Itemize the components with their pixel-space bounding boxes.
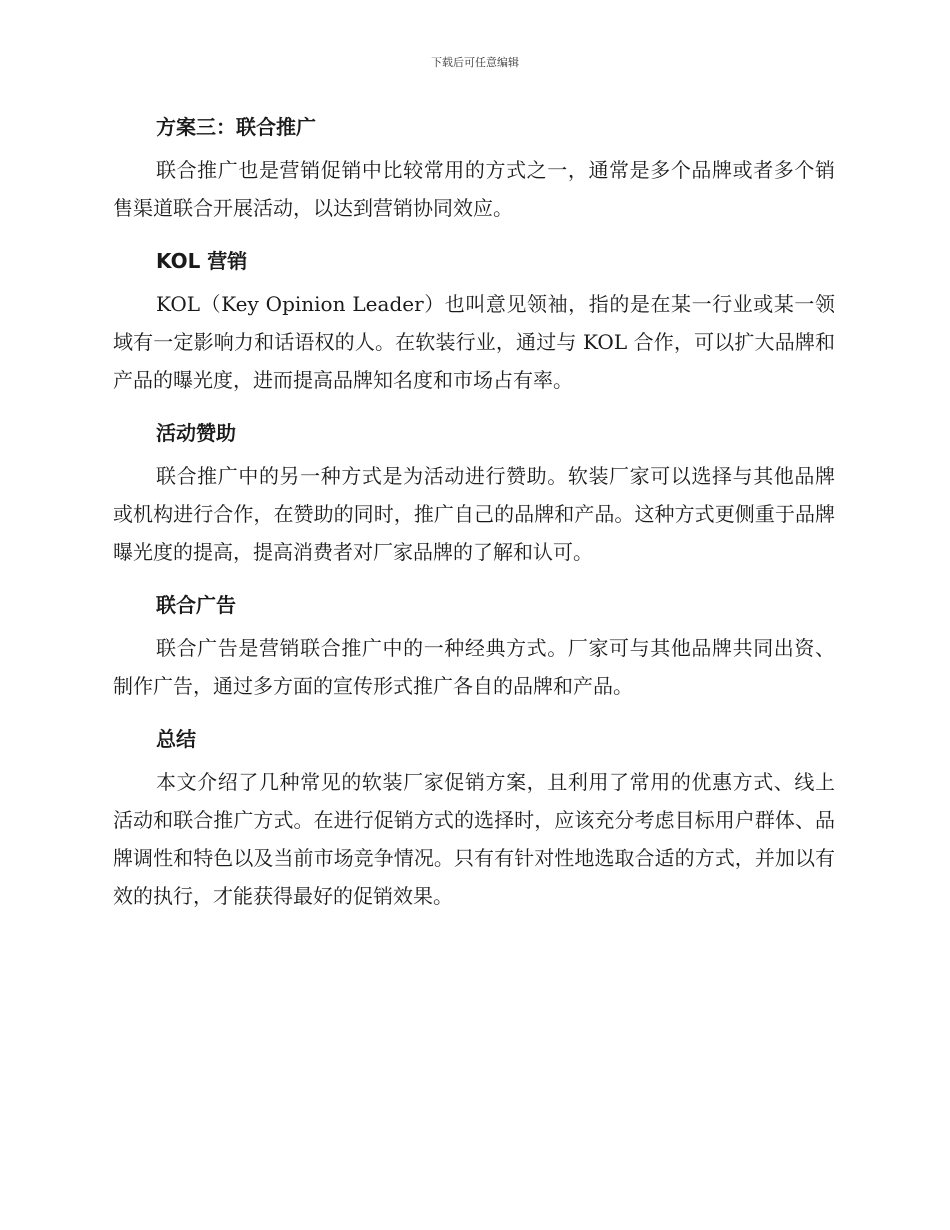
- section-paragraph-joint-advertising: 联合广告是营销联合推广中的一种经典方式。厂家可与其他品牌共同出资、制作广告，通过多方面的宣传形式推广各自的品牌和产品。: [113, 636, 835, 698]
- section-heading-joint-advertising: 联合广告: [156, 593, 236, 617]
- page-header: 下载后可任意编辑: [431, 56, 519, 69]
- section-paragraph-joint-promotion: 联合推广也是营销促销中比较常用的方式之一，通常是多个品牌或者多个销售渠道联合开展活动，以达到营销协同效应。: [113, 158, 835, 220]
- document-body: [113, 108, 835, 930]
- section-paragraph-event-sponsorship: 联合推广中的另一种方式是为活动进行赞助。软装厂家可以选择与其他品牌或机构进行合作，在赞助的同时，推广自己的品牌和产品。这种方式更侧重于品牌曝光度的提高，提高消费者对厂家品牌的了解和认可。: [113, 464, 835, 564]
- section-heading-joint-promotion: 方案三：联合推广: [156, 115, 316, 139]
- section-heading-kol-marketing: KOL 营销: [156, 249, 248, 273]
- section-heading-event-sponsorship: 活动赞助: [156, 421, 236, 445]
- section-paragraph-kol-marketing: KOL（Key Opinion Leader）也叫意见领袖，指的是在某一行业或某一领域有一定影响力和话语权的人。在软装行业，通过与 KOL 合作，可以扩大品牌和产品的曝光度，进而提高品牌知名度和市场占有率。: [113, 292, 835, 392]
- section-heading-summary: 总结: [156, 727, 196, 751]
- section-paragraph-summary: 本文介绍了几种常见的软装厂家促销方案，且利用了常用的优惠方式、线上活动和联合推广方式。在进行促销方式的选择时，应该充分考虑目标用户群体、品牌调性和特色以及当前市场竞争情况。只有有针对性地选取合适的方式，并加以有效的执行，才能获得最好的促销效果。: [113, 770, 835, 908]
